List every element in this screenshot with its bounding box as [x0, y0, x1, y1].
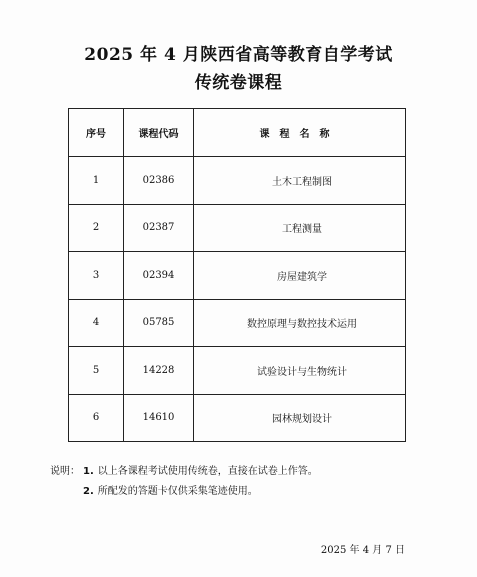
table-row — [69, 252, 406, 300]
row-course-name: 工程测量 — [194, 204, 406, 252]
row-serial-number: 6 — [69, 394, 124, 442]
notes-lead-label: 说明： — [50, 466, 80, 477]
row-course-name: 园林规划设计 — [194, 394, 406, 442]
note-item — [50, 482, 318, 502]
row-course-code: 14228 — [124, 347, 194, 395]
header-course-code: 课程代码 — [124, 109, 194, 157]
row-serial-number: 2 — [69, 204, 124, 252]
row-serial-number: 5 — [69, 347, 124, 395]
header-serial-number: 序号 — [69, 109, 124, 157]
table-row — [69, 394, 406, 442]
notes-section — [50, 462, 318, 502]
row-serial-number: 4 — [69, 299, 124, 347]
note-text: 以上各课程考试使用传统卷，直接在试卷上作答。 — [97, 466, 318, 477]
table-header-row — [69, 109, 406, 157]
document-subtitle: 传统卷课程 — [194, 73, 283, 93]
row-serial-number: 1 — [69, 157, 124, 205]
row-course-name: 土木工程制图 — [194, 157, 406, 205]
row-course-code: 14610 — [124, 394, 194, 442]
course-table — [68, 108, 406, 442]
table-row — [69, 347, 406, 395]
row-course-code: 02387 — [124, 204, 194, 252]
row-course-name: 数控原理与数控技术运用 — [194, 299, 406, 347]
note-number: 1. — [83, 466, 94, 477]
row-course-code: 02394 — [124, 252, 194, 300]
row-course-name: 房屋建筑学 — [194, 252, 406, 300]
note-item — [50, 462, 318, 482]
row-serial-number: 3 — [69, 252, 124, 300]
notes-lead-spacer — [50, 482, 83, 502]
header-course-name: 课程名称 — [194, 109, 406, 157]
document-date: 2025 年 4 月 7 日 — [320, 545, 405, 556]
document-title: 2025 年 4 月陕西省高等教育自学考试 — [84, 45, 393, 65]
note-text: 所配发的答题卡仅供采集笔迹使用。 — [97, 486, 258, 497]
table-row — [69, 204, 406, 252]
row-course-code: 05785 — [124, 299, 194, 347]
row-course-name: 试验设计与生物统计 — [194, 347, 406, 395]
note-number: 2. — [83, 486, 94, 497]
table-row — [69, 157, 406, 205]
table-row — [69, 299, 406, 347]
row-course-code: 02386 — [124, 157, 194, 205]
